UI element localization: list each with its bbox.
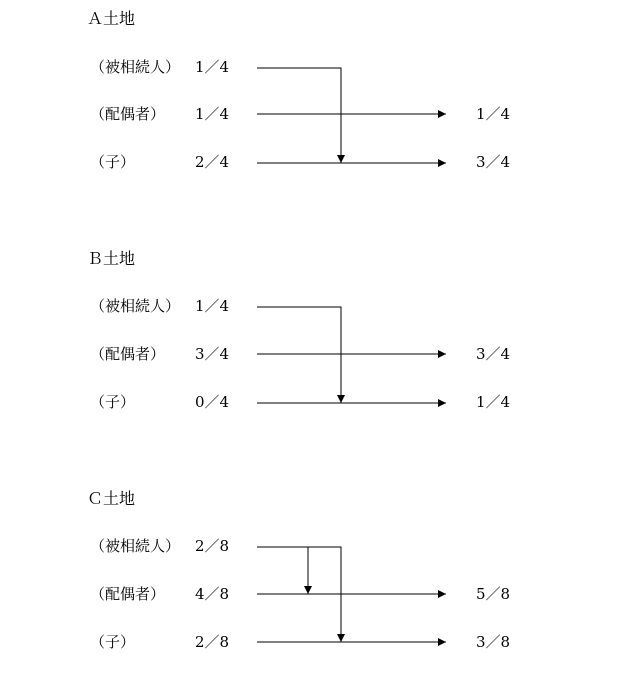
section-c-decedent-share: 2／8 [195, 537, 230, 555]
section-b-child-result: 1／4 [476, 393, 511, 411]
section-a-child-result: 3／4 [476, 153, 511, 171]
section-a-decedent-transfer-arrow [257, 68, 341, 163]
section-a-spouse-result: 1／4 [476, 105, 511, 123]
section-b-spouse-label: （配偶者） [90, 345, 166, 363]
section-a-spouse-label: （配偶者） [90, 105, 166, 123]
section-c-title: Ｃ土地 [87, 489, 136, 508]
section-b-decedent-transfer-arrow [257, 307, 341, 403]
section-a-decedent-share: 1／4 [195, 58, 230, 76]
section-a-spouse-share: 1／4 [195, 105, 230, 123]
section-c-spouse-share: 4／8 [195, 585, 230, 603]
section-b-decedent-share: 1／4 [195, 297, 230, 315]
section-b-decedent-label: （被相続人） [90, 297, 181, 315]
section-a-title: Ａ土地 [87, 9, 136, 28]
section-a-decedent-label: （被相続人） [90, 58, 181, 76]
section-c-child-label: （子） [90, 633, 136, 651]
section-c-decedent-label: （被相続人） [90, 537, 181, 555]
section-a-child-label: （子） [90, 153, 136, 171]
section-a-child-share: 2／4 [195, 153, 230, 171]
section-c-spouse-result: 5／8 [476, 585, 511, 603]
section-b-spouse-share: 3／4 [195, 345, 230, 363]
section-b-child-label: （子） [90, 393, 136, 411]
section-c-spouse-label: （配偶者） [90, 585, 166, 603]
section-c-child-result: 3／8 [476, 633, 511, 651]
section-b-spouse-result: 3／4 [476, 345, 511, 363]
section-b-title: Ｂ土地 [87, 249, 136, 268]
section-b-child-share: 0／4 [195, 393, 230, 411]
section-c-child-share: 2／8 [195, 633, 230, 651]
